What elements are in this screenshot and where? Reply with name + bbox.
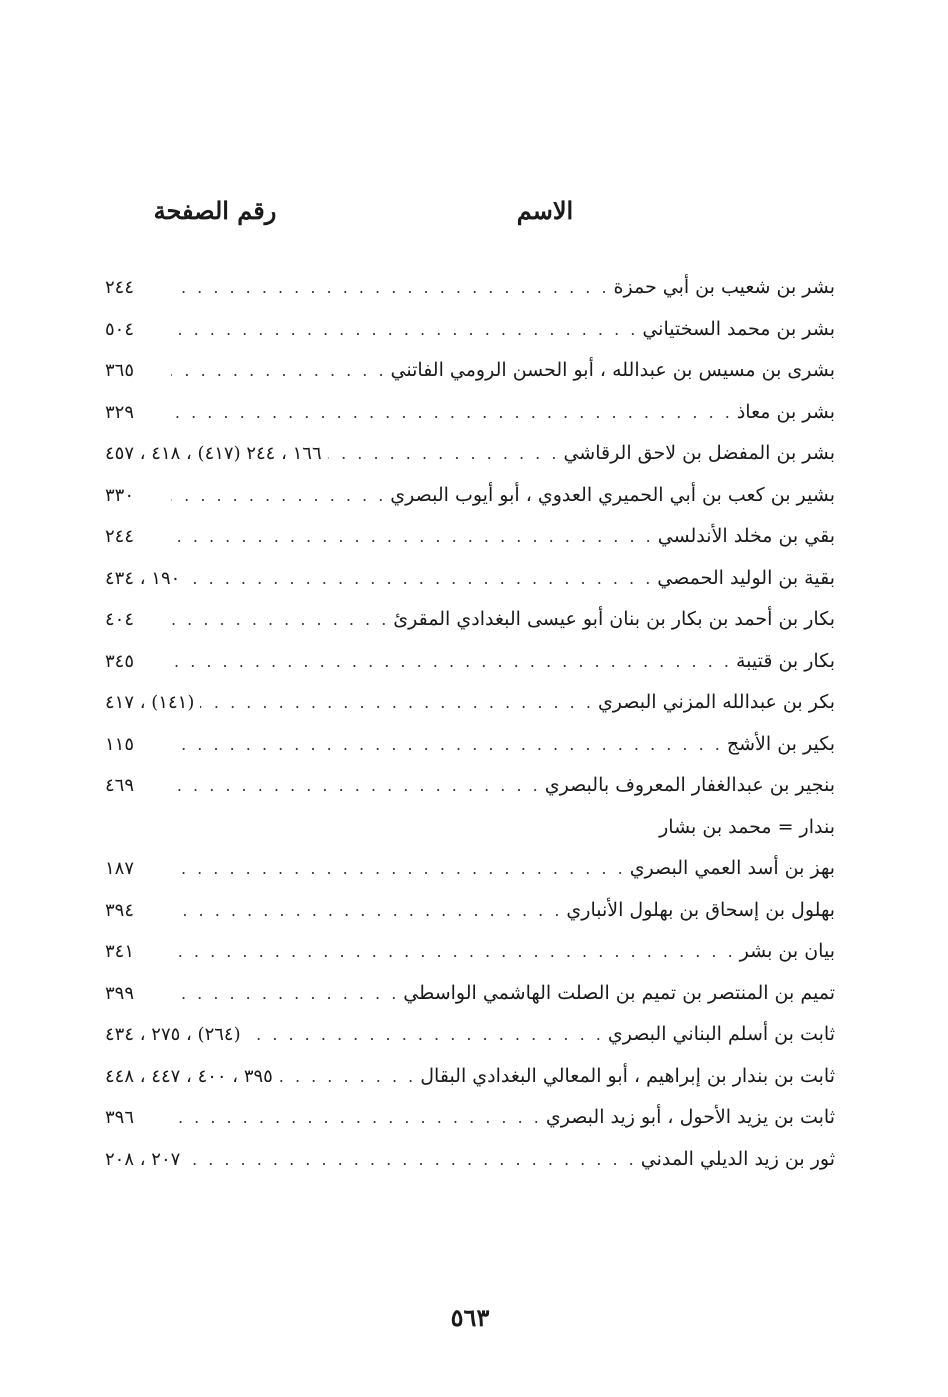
entry-name: بشر بن شعيب بن أبي حمزة (613, 276, 835, 298)
entry-name: ثابت بن بندار بن إبراهيم ، أبو المعالي البغدادي البقال (420, 1064, 835, 1087)
index-entry-row (105, 765, 835, 807)
index-entry (105, 765, 835, 807)
dot-leader (171, 350, 387, 392)
index-entry-row (105, 1014, 835, 1056)
dot-leader (171, 309, 638, 351)
index-entries-list (105, 267, 835, 1180)
entry-name: بشير بن كعب بن أبي الحميري العدوي ، أبو أيوب البصري (390, 483, 835, 506)
entry-page-numbers: ٢٠٧ ، ٢٠٨ (105, 1148, 181, 1170)
index-entry-row (105, 724, 835, 766)
index-entry-row (105, 599, 835, 641)
index-entry-row (105, 433, 835, 475)
index-entry (105, 641, 835, 683)
dot-leader (200, 682, 594, 724)
dot-leader (171, 599, 389, 641)
dot-leader (171, 973, 399, 1015)
index-entry (105, 475, 835, 517)
index-entry-row (105, 309, 835, 351)
entry-page-numbers: ٣٩٦ (105, 1107, 135, 1128)
entry-page-numbers: (٢٦٤) ، ٢٧٥ ، ٤٣٤ (105, 1024, 241, 1045)
entry-page-numbers: ١١٥ (105, 733, 135, 755)
entry-name: بكير بن الأشج (726, 732, 835, 755)
index-entry (105, 1139, 835, 1181)
entry-page-numbers: ٣٤١ (105, 941, 135, 962)
index-entry (105, 516, 835, 558)
entry-name: بكر بن عبدالله المزني البصري (597, 691, 835, 713)
dot-leader (171, 848, 626, 890)
index-entry-row (105, 890, 835, 932)
dot-leader (171, 931, 736, 973)
entry-page-numbers: ١٨٧ (105, 858, 135, 879)
index-entry-row (105, 1056, 835, 1098)
entry-page-numbers: ١٩٠ ، ٤٣٤ (105, 567, 181, 589)
entry-name: بشرى بن مسيس بن عبدالله ، أبو الحسن الرومي الفاتني (390, 359, 835, 381)
dot-leader (171, 392, 733, 434)
index-entry-row (105, 641, 835, 683)
dot-leader (171, 641, 732, 683)
entry-page-numbers: ٤٦٩ (105, 775, 135, 796)
dot-leader (171, 267, 610, 309)
entry-name: بنجير بن عبدالغفار المعروف بالبصري (544, 774, 835, 796)
entry-name: بشر بن معاذ (736, 400, 835, 423)
entry-name: بكار بن قتيبة (735, 649, 835, 672)
page-column-header: رقم الصفحة (153, 196, 277, 225)
index-entry-row (105, 682, 835, 724)
index-entry (105, 309, 835, 351)
entry-name: ثابت بن أسلم البناني البصري (607, 1023, 835, 1045)
index-entry-row (105, 807, 835, 849)
page-number: ٥٦٣ (450, 1303, 490, 1332)
entry-page-numbers: ٣٢٩ (105, 401, 135, 423)
entry-name: تميم بن المنتصر بن تميم بن الصلت الهاشمي الواسطي (403, 981, 835, 1004)
entry-page-numbers: ٣٣٠ (105, 484, 135, 506)
index-entry-row (105, 267, 835, 309)
cross-reference-entry (105, 807, 835, 849)
entry-page-numbers: ٢٤٤ (105, 277, 135, 298)
entry-name: بهلول بن إسحاق بن بهلول الأنباري (566, 898, 835, 921)
index-entry (105, 1056, 835, 1098)
dot-leader (171, 724, 723, 766)
index-entry (105, 890, 835, 932)
entry-page-numbers: ٣٩٩ (105, 982, 135, 1004)
entry-page-numbers: ٣٦٥ (105, 360, 135, 381)
dot-leader (186, 558, 653, 600)
entry-name: بكار بن أحمد بن بكار بن بنان أبو عيسى البغدادي المقرئ (393, 608, 835, 630)
index-entry-row (105, 516, 835, 558)
entry-page-numbers: ٣٤٥ (105, 650, 135, 672)
entry-name: بندار = محمد بن بشار (659, 815, 835, 838)
index-entry-row (105, 931, 835, 973)
entry-page-numbers: ٤٠٤ (105, 609, 135, 630)
dot-leader (171, 765, 541, 807)
index-entry-row (105, 1097, 835, 1139)
index-entry (105, 1097, 835, 1139)
index-entry (105, 973, 835, 1015)
entry-page-numbers: (١٤١) ، ٤١٧ (105, 692, 195, 713)
entry-name: بقي بن مخلد الأندلسي (657, 525, 835, 547)
index-entry (105, 599, 835, 641)
entry-name: بشر بن المفضل بن لاحق الرقاشي (563, 442, 835, 464)
dot-leader (186, 1139, 636, 1181)
entry-page-numbers: ٣٩٥ ، ٤٠٠ ، ٤٤٧ ، ٤٤٨ (105, 1065, 273, 1087)
dot-leader (171, 890, 562, 932)
entry-page-numbers: ٥٠٤ (105, 318, 135, 340)
index-entry (105, 558, 835, 600)
index-entry (105, 1014, 835, 1056)
index-entry-row (105, 558, 835, 600)
index-entry (105, 267, 835, 309)
index-entry (105, 350, 835, 392)
entry-page-numbers: ٢٤٤ (105, 526, 135, 547)
dot-leader (279, 1056, 416, 1098)
index-entry-row (105, 1139, 835, 1181)
name-column-header: الاسم (516, 196, 574, 225)
index-entry (105, 724, 835, 766)
index-entry (105, 931, 835, 973)
dot-leader (171, 475, 386, 517)
entry-name: بقية بن الوليد الحمصي (657, 566, 835, 589)
index-entry (105, 848, 835, 890)
dot-leader (171, 1097, 542, 1139)
dot-leader (247, 1014, 604, 1056)
entry-name: ثور بن زيد الديلي المدني (640, 1147, 835, 1170)
dot-leader (328, 433, 560, 475)
index-entry-row (105, 392, 835, 434)
entry-name: بيان بن بشر (739, 940, 835, 962)
index-entry-row (105, 848, 835, 890)
index-entry-row (105, 973, 835, 1015)
index-entry (105, 392, 835, 434)
index-entry (105, 682, 835, 724)
dot-leader (171, 516, 654, 558)
index-entry-row (105, 350, 835, 392)
index-entry-row (105, 475, 835, 517)
entry-page-numbers: ١٦٦ ، ٢٤٤ (٤١٧) ، ٤١٨ ، ٤٥٧ (105, 443, 322, 464)
entry-name: بشر بن محمد السختياني (642, 317, 835, 340)
entry-name: ثابت بن يزيد الأحول ، أبو زيد البصري (545, 1106, 835, 1128)
entry-page-numbers: ٣٩٤ (105, 899, 135, 921)
index-entry (105, 433, 835, 475)
entry-name: بهز بن أسد العمي البصري (629, 857, 835, 879)
